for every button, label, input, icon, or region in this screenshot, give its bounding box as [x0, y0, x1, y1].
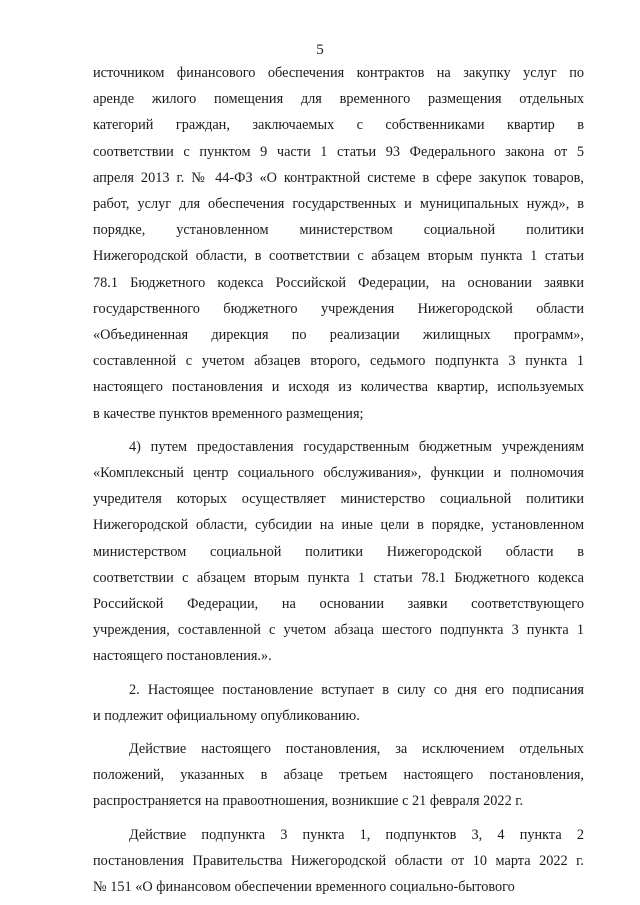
text-line: Действие настоящего постановления, за исключением отдельных: [129, 741, 584, 758]
text-line: 78.1 Бюджетного кодекса Российской Федерации, на основании заявки: [93, 274, 584, 291]
text-line: 4) путем предоставления государственным бюджетным учреждениям: [129, 438, 584, 455]
text-line: источником финансового обеспечения контрактов на закупку услуг по: [93, 65, 584, 81]
text-line: «Комплексный центр социального обслуживания», функции и полномочия: [93, 465, 584, 482]
text-line: и подлежит официальному опубликованию.: [93, 707, 360, 724]
paragraph-p5: [93, 822, 584, 901]
text-line: категорий граждан, заключаемых с собственниками квартир в: [93, 117, 584, 134]
text-line: постановления Правительства Нижегородской области от 10 марта 2022 г.: [93, 852, 584, 869]
text-line: положений, указанных в абзаце третьем настоящего постановления,: [93, 767, 584, 784]
text-line: учредителя которых осуществляет министерство социальной политики: [93, 491, 584, 508]
paragraph-p3: [93, 677, 584, 729]
text-line: государственного бюджетного учреждения Нижегородской области: [93, 300, 584, 317]
paragraph-p1: [93, 60, 584, 427]
text-line: настоящего постановления.».: [93, 648, 272, 665]
text-line: соответствии с абзацем вторым пункта 1 статьи 78.1 Бюджетного кодекса: [93, 569, 584, 586]
text-line: соответствии с пунктом 9 части 1 статьи 93 Федерального закона от 5: [93, 143, 584, 160]
text-line: составленной с учетом абзацев второго, седьмого подпункта 3 пункта 1: [93, 353, 584, 370]
text-line: «Объединенная дирекция по реализации жилищных программ»,: [93, 327, 584, 344]
text-line: в качестве пунктов временного размещения;: [93, 405, 364, 422]
text-line: настоящего постановления и исходя из количества квартир, используемых: [93, 379, 584, 396]
page-number: 5: [316, 42, 324, 58]
text-line: Действие подпункта 3 пункта 1, подпунктов 3, 4 пункта 2: [129, 826, 584, 843]
text-line: аренде жилого помещения для временного размещения отдельных: [93, 91, 584, 108]
text-line: № 151 «О финансовом обеспечении временного социально-бытового: [93, 879, 515, 896]
text-line: апреля 2013 г. № 44-ФЗ «О контрактной системе в сфере закупок товаров,: [93, 169, 584, 186]
text-line: распространяется на правоотношения, возникшие с 21 февраля 2022 г.: [93, 793, 524, 810]
text-line: 2. Настоящее постановление вступает в силу со дня его подписания: [129, 681, 584, 698]
text-line: учреждения, составленной с учетом абзаца шестого подпункта 3 пункта 1: [93, 622, 584, 639]
text-line: порядке, установленном министерством социальной политики: [93, 222, 584, 239]
text-line: Нижегородской области, в соответствии с абзацем вторым пункта 1 статьи: [93, 248, 584, 265]
text-line: министерством социальной политики Нижегородской области в: [93, 543, 584, 560]
document-body: [93, 60, 584, 900]
paragraph-p2: [93, 434, 584, 670]
text-line: работ, услуг для обеспечения государственных и муниципальных нужд», в: [93, 196, 584, 213]
text-line: Российской Федерации, на основании заявки соответствующего: [93, 596, 584, 613]
paragraph-p4: [93, 736, 584, 815]
text-line: Нижегородской области, субсидии на иные цели в порядке, установленном: [93, 517, 584, 534]
